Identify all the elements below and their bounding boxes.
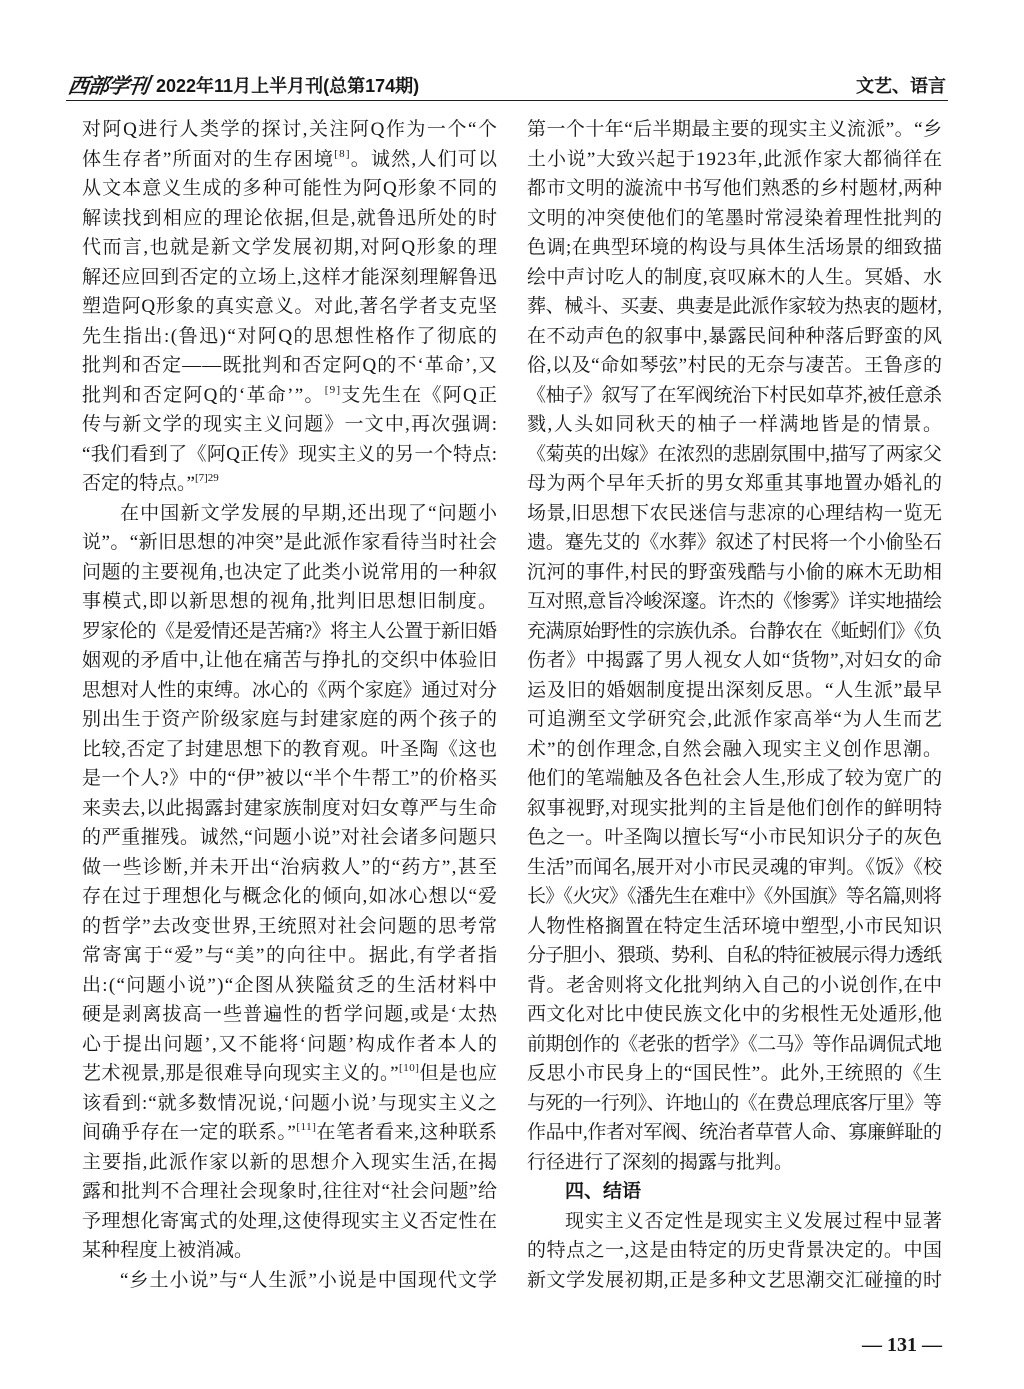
line-content [527, 204, 943, 234]
line-content [82, 1148, 498, 1178]
text-run: 葬、械斗、买妻、典妻是此派作家较为热衷的题材, [527, 296, 942, 317]
line-content [82, 381, 498, 411]
text-run: 主要指,此派作家以新的思想介入现实生活,在揭 [82, 1151, 499, 1173]
text-line [527, 1089, 942, 1119]
text-line [527, 440, 942, 470]
text-run: 姻观的矛盾中,让他在痛苦与挣扎的交织中体验旧 [82, 650, 498, 671]
right-column [527, 115, 942, 1295]
text-line [82, 410, 497, 440]
line-content [82, 1059, 498, 1089]
section-name: 文艺、语言 [856, 76, 946, 96]
line-content [82, 705, 498, 735]
text-line [82, 823, 497, 853]
text-line [527, 558, 942, 588]
line-content [527, 794, 943, 824]
text-run: 场景,旧思想下农民迷信与悲凉的心理结构一览无 [527, 502, 943, 524]
text-run: 人物性格搁置在特定生活环境中塑型,小市民知识 [527, 915, 943, 937]
text-run: 艺术视景,那是很难导向现实主义的。” [82, 1063, 400, 1084]
text-run: 充满原始野性的宗族仇杀。台静农在《蚯蚓们》《负 [527, 620, 942, 642]
text-run: 母为两个早年夭折的男女郑重其事地置办婚礼的 [527, 473, 943, 494]
text-run: 出:(“问题小说”)“企图从狭隘贫乏的生活材料中 [82, 974, 499, 996]
text-line [82, 233, 497, 263]
text-run: 常寄寓于“爱”与“美”的向往中。据此,有学者指 [82, 945, 499, 966]
text-run: 塑造阿Q形象的真实意义。对此,著名学者支克坚 [82, 296, 498, 317]
left-column [82, 115, 497, 1295]
text-run: 戮,人头如同秋天的柚子一样满地皆是的情景。 [527, 414, 944, 435]
line-content [82, 558, 498, 588]
text-line [527, 145, 942, 175]
text-line [527, 233, 942, 263]
text-run: 该看到:“就多数情况说,‘问题小说’与现实主义之 [82, 1092, 498, 1114]
line-content [527, 351, 943, 381]
text-line [527, 853, 942, 883]
text-run: 体生存者”所面对的生存困境 [82, 148, 335, 170]
text-line [82, 558, 497, 588]
text-run: 来卖去,以此揭露封建家族制度对妇女尊严与生命 [82, 797, 498, 819]
line-content [527, 1000, 943, 1030]
text-line [82, 440, 497, 470]
text-line [82, 145, 497, 175]
line-content [527, 823, 942, 853]
line-content [527, 646, 943, 676]
text-run: 做一些诊断,并未开出“治病救人”的“药方”,甚至 [82, 856, 499, 878]
line-content [82, 882, 498, 912]
text-run: 传与新文学的现实主义问题》一文中,再次强调: [82, 414, 499, 435]
text-run: 前期创作的《老张的哲学》《二马》等作品调侃式地 [527, 1033, 942, 1055]
line-content [82, 469, 219, 499]
line-content [527, 292, 942, 322]
text-run: 新文学发展初期,正是多种文艺思潮交汇碰撞的时 [527, 1269, 943, 1291]
line-content [82, 1177, 498, 1207]
text-run: 对阿Q进行人类学的探讨,关注阿Q作为一个“个 [82, 119, 499, 140]
text-line [82, 263, 497, 293]
line-content [82, 1118, 498, 1148]
text-run: 《柚子》叙写了在军阀统治下村民如草芥,被任意杀 [527, 384, 942, 406]
text-run: 行径进行了深刻的揭露与批判。 [527, 1151, 794, 1173]
text-line [527, 204, 942, 234]
text-run: 存在过于理想化与概念化的倾向,如冰心想以“爱 [82, 886, 499, 907]
running-header [68, 72, 946, 100]
text-line [82, 381, 497, 411]
text-run: 长》《火灾》《潘先生在难中》《外国旗》等名篇,则将 [527, 886, 942, 907]
text-run: 在笔者看来,这种联系 [316, 1122, 498, 1143]
text-line [82, 351, 497, 381]
text-line [527, 735, 942, 765]
text-run: 土小说”大致兴起于1923年,此派作家大都徜徉在 [527, 148, 943, 170]
text-line [527, 1118, 942, 1148]
text-line [527, 115, 942, 145]
line-content [527, 1059, 943, 1089]
text-run: 遗。蹇先艾的《水葬》叙述了村民将一个小偷坠石 [527, 532, 942, 553]
text-run: 先生指出:(鲁迅)“对阿Q的思想性格作了彻底的 [82, 325, 499, 347]
line-content [527, 735, 943, 765]
line-content [82, 587, 498, 617]
text-run: 否定的特点。” [82, 473, 195, 494]
text-run: 叙事视野,对现实批判的主旨是他们创作的鲜明特 [527, 797, 943, 819]
text-run: 事模式,即以新思想的视角,批判旧思想旧制度。 [82, 591, 499, 612]
text-run: 他们的笔端触及各色社会人生,形成了较为宽广的 [527, 768, 943, 789]
text-run: 术”的创作理念,自然会融入现实主义创作思潮。 [527, 738, 944, 760]
text-line [527, 174, 942, 204]
text-run: 互对照,意旨冷峻深邃。许杰的《惨雾》详实地描绘 [527, 591, 942, 612]
line-content [82, 204, 498, 234]
text-run: 硬是剥离拔高一些普遍性的哲学问题,或是‘太热 [82, 1004, 499, 1025]
text-run: 解还应回到否定的立场上,这样才能深刻理解鲁迅 [82, 266, 498, 288]
text-run: 都市文明的漩流中书写他们熟悉的乡村题材,两种 [527, 178, 943, 199]
text-run: 批判和否定——既批判和否定阿Q的不‘革命’,又 [82, 355, 499, 376]
text-line [82, 1207, 497, 1237]
header-rule [66, 100, 948, 101]
text-line [527, 1266, 942, 1296]
text-run: 西文化对比中使民族文化中的劣根性无处遁形,他 [527, 1004, 943, 1025]
line-content [82, 823, 498, 853]
line-content [82, 410, 498, 440]
text-line [82, 794, 497, 824]
text-line [527, 1207, 942, 1237]
text-line [527, 794, 942, 824]
text-run: 运及旧的婚姻制度提出深刻反思。“人生派”最早 [527, 679, 943, 701]
text-line [82, 587, 497, 617]
text-line [82, 1266, 497, 1296]
text-line [82, 735, 497, 765]
text-line [527, 912, 942, 942]
line-content [82, 1089, 498, 1119]
text-run: 生活”而闻名,展开对小市民灵魂的审判。《饭》《校 [527, 856, 943, 878]
text-line [527, 292, 942, 322]
text-run: 绘中声讨吃人的制度,哀叹麻木的人生。冥婚、水 [527, 266, 943, 288]
text-line [527, 823, 942, 853]
text-run: 作品中,作者对军阀、统治者草菅人命、寡廉鲜耻的 [527, 1122, 942, 1143]
text-run: 分子胆小、猥琐、势利、自私的特征被展示得力透纸 [527, 945, 941, 966]
line-content [527, 528, 942, 558]
line-content [527, 1030, 941, 1060]
line-content [527, 1118, 942, 1148]
line-content [527, 912, 943, 942]
text-line [82, 646, 497, 676]
line-content [82, 676, 497, 706]
citation-marker: [8] [334, 147, 351, 160]
text-run: 。诚然,人们可以 [350, 148, 499, 170]
line-content [527, 115, 942, 145]
line-content [82, 941, 499, 971]
text-run: 现实主义否定性是现实主义发展过程中显著 [565, 1210, 943, 1232]
line-content [527, 410, 944, 440]
text-run: 伤者》中揭露了男人视女人如“货物”,对妇女的命 [527, 650, 943, 671]
text-run: 四、结语 [565, 1181, 642, 1202]
line-content [527, 322, 943, 352]
text-line [82, 115, 497, 145]
line-content [527, 145, 943, 175]
text-line [527, 1148, 942, 1178]
text-line [527, 676, 942, 706]
text-run: 在中国新文学发展的早期,还出现了“问题小 [120, 502, 499, 524]
text-run: 罗家伦的《是爱情还是苦痛?》将主人公置于新旧婚 [82, 620, 497, 642]
text-line [82, 1118, 497, 1148]
text-line [527, 646, 942, 676]
line-content [82, 735, 498, 765]
line-content [82, 174, 498, 204]
text-run: 在不动声色的叙事中,暴露民间种种落后野蛮的风 [527, 325, 943, 347]
text-line [82, 1059, 497, 1089]
text-line [527, 764, 942, 794]
text-line [527, 1030, 942, 1060]
line-content [82, 1000, 498, 1030]
line-content [82, 617, 496, 647]
text-line [527, 1059, 942, 1089]
text-line [527, 882, 942, 912]
text-run: 予理想化寄寓式的处理,这使得现实主义否定性在 [82, 1210, 498, 1232]
text-line [527, 587, 942, 617]
text-run: 批判和否定阿Q的‘革命’”。 [82, 384, 325, 406]
line-content [527, 853, 942, 883]
line-content [82, 292, 498, 322]
text-run: 色之一。叶圣陶以擅长写“小市民知识分子的灰色 [527, 827, 943, 848]
text-line [527, 1236, 942, 1266]
text-line [82, 322, 497, 352]
line-content [527, 1266, 943, 1296]
line-content [82, 1207, 498, 1237]
text-run: 俗,以及“命如琴弦”村民的无奈与凄苦。王鲁彦的 [527, 355, 943, 376]
text-run: 但是也应 [419, 1063, 498, 1084]
line-content [527, 617, 941, 647]
text-run: 问题的主要视角,也决定了此类小说常用的一种叙 [82, 561, 498, 583]
citation-marker: [10] [399, 1062, 420, 1074]
text-line [82, 1000, 497, 1030]
text-line [527, 941, 942, 971]
issue-info: 2022年11月上半月刊(总第174期) [156, 76, 420, 96]
text-run: 某种程度上被消减。 [82, 1240, 254, 1261]
text-run: 心于提出问题’,又不能将‘问题’构成作者本人的 [82, 1033, 499, 1055]
line-content [527, 174, 943, 204]
line-content [82, 145, 498, 175]
line-content [527, 263, 943, 293]
journal-logo: 西部学刊 [66, 73, 150, 98]
line-content [527, 941, 941, 971]
text-line [82, 1030, 497, 1060]
text-run: 的特点之一,这是由特定的历史背景决定的。中国 [527, 1240, 943, 1261]
line-content [527, 1089, 941, 1119]
line-content [82, 764, 498, 794]
line-content [527, 882, 941, 912]
text-run: 与死的一行列》、许地山的《在费总理底客厅里》等 [527, 1092, 942, 1114]
text-line [82, 705, 497, 735]
citation-marker: [7]29 [194, 472, 219, 484]
text-line [82, 1236, 497, 1266]
text-run: 沉河的事件,村民的野蛮残酷与小偷的麻木无助相 [527, 561, 943, 583]
text-line [82, 292, 497, 322]
text-run: “乡土小说”与“人生派”小说是中国现代文学 [120, 1269, 499, 1291]
text-line [82, 853, 497, 883]
line-content [527, 440, 942, 470]
line-content [527, 764, 943, 794]
text-run: “我们看到了《阿Q正传》现实主义的另一个特点: [82, 443, 498, 465]
line-content [527, 381, 942, 411]
text-run: 别出生于资产阶级家庭与封建家庭的两个孩子的 [82, 709, 498, 730]
text-line [82, 499, 497, 529]
text-line [527, 351, 942, 381]
text-line [82, 912, 497, 942]
line-content [527, 971, 943, 1001]
line-content [527, 499, 943, 529]
line-content [527, 558, 943, 588]
text-line [82, 882, 497, 912]
line-content [82, 794, 498, 824]
line-content [527, 233, 943, 263]
line-content [527, 1236, 943, 1266]
text-line [82, 764, 497, 794]
line-content [82, 646, 498, 676]
text-run: 支先生在《阿Q正 [341, 384, 499, 406]
text-line [527, 617, 942, 647]
text-line [527, 381, 942, 411]
text-run: 的严重摧残。诚然,“问题小说”对社会诸多问题只 [82, 827, 498, 848]
line-content [82, 233, 498, 263]
line-content [527, 705, 943, 735]
line-content [527, 469, 943, 499]
line-content [82, 440, 497, 470]
text-line [527, 469, 942, 499]
text-line [82, 971, 497, 1001]
line-content [82, 322, 499, 352]
section-heading [527, 1177, 942, 1207]
line-content [82, 853, 498, 883]
text-run: 的哲学”去改变世界,王统照对社会问题的思考常 [82, 915, 499, 937]
text-run: 从文本意义生成的多种可能性为阿Q形象不同的 [82, 178, 499, 199]
text-line [82, 1177, 497, 1207]
text-line [82, 204, 497, 234]
text-run: 说”。“新旧思想的冲突”是此派作家看待当时社会 [82, 532, 498, 553]
text-line [82, 617, 497, 647]
line-content [82, 115, 499, 145]
text-run: 代而言,也就是新文学发展初期,对阿Q形象的理 [82, 237, 499, 258]
page-number: — 131 — [862, 1334, 942, 1356]
line-content [82, 528, 497, 558]
text-line [527, 971, 942, 1001]
text-line [527, 322, 942, 352]
text-line [82, 174, 497, 204]
line-content [565, 1207, 943, 1237]
citation-marker: [11] [296, 1121, 317, 1133]
line-content [527, 676, 943, 706]
line-content [527, 1148, 793, 1178]
line-content [82, 1236, 253, 1266]
text-run: 露和批判不合理社会现象时,往往对“社会问题”给 [82, 1181, 498, 1202]
line-content [120, 499, 498, 529]
line-content [527, 587, 942, 617]
text-line [82, 1148, 497, 1178]
text-run: 解读找到相应的理论依据,但是,就鲁迅所处的时 [82, 207, 499, 229]
text-run: 是一个人?》中的“伊”被以“半个牛帮工”的价格买 [82, 768, 498, 789]
text-line [527, 263, 942, 293]
citation-marker: [9] [324, 383, 342, 396]
line-content [565, 1177, 641, 1207]
line-content [120, 1266, 498, 1296]
text-run: 思想对人性的束缚。冰心的《两个家庭》通过对分 [82, 679, 497, 701]
text-run: 文明的冲突使他们的笔墨时常浸染着理性批判的 [527, 207, 943, 229]
text-line [527, 410, 942, 440]
text-line [527, 528, 942, 558]
text-run: 《菊英的出嫁》在浓烈的悲剧氛围中,描写了两家父 [527, 443, 942, 465]
line-content [82, 971, 498, 1001]
text-line [82, 941, 497, 971]
text-run: 间确乎存在一定的联系。” [82, 1122, 297, 1143]
text-line [82, 676, 497, 706]
text-run: 比较,否定了封建思想下的教育观。叶圣陶《这也 [82, 738, 498, 760]
text-run: 第一个十年“后半期最主要的现实主义流派”。“乡 [527, 119, 943, 140]
text-run: 背。老舍则将文化批判纳入自己的小说创作,在中 [527, 974, 943, 996]
line-content [82, 912, 498, 942]
text-run: 色调;在典型环境的构设与具体生活场景的细致描 [527, 237, 943, 258]
text-line [82, 469, 497, 499]
text-run: 反思小市民身上的“国民性”。此外,王统照的《生 [527, 1063, 943, 1084]
text-line [82, 528, 497, 558]
text-line [527, 1000, 942, 1030]
line-content [82, 263, 498, 293]
text-run: 可追溯至文学研究会,此派作家高举“为人生而艺 [527, 709, 944, 730]
line-content [82, 351, 498, 381]
text-line [82, 1089, 497, 1119]
line-content [82, 1030, 498, 1060]
text-line [527, 499, 942, 529]
text-line [527, 705, 942, 735]
